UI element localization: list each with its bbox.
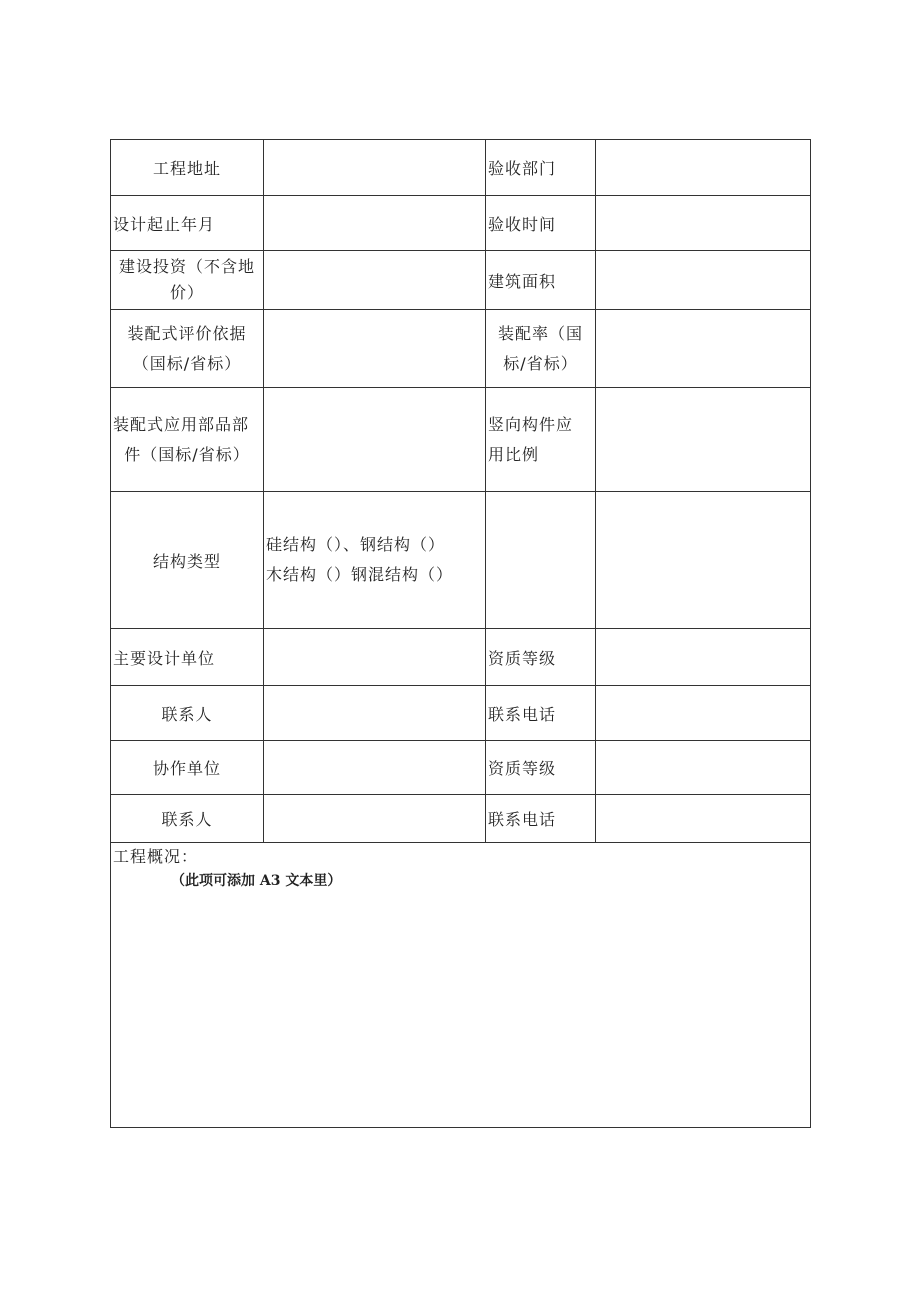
overview-note: （此项可添加 A3 文本里） xyxy=(171,873,342,889)
label-evaluation-basis xyxy=(111,310,264,388)
row-components xyxy=(111,388,811,492)
project-overview-field[interactable] xyxy=(111,843,811,1128)
overview-title: 工程概况： xyxy=(113,847,199,866)
field-vertical-ratio[interactable] xyxy=(596,388,811,492)
field-acceptance-dept[interactable] xyxy=(596,140,811,196)
label-assembly-rate-line1: 装配率（国 xyxy=(497,323,583,343)
structure-type-options[interactable] xyxy=(264,492,486,629)
row-design-unit xyxy=(111,629,811,686)
field-structure-extra-value[interactable] xyxy=(596,492,811,629)
row-design-period xyxy=(111,196,811,251)
field-building-area[interactable] xyxy=(596,251,811,310)
project-info-form xyxy=(110,139,811,1128)
label-phone-1: 联系电话 xyxy=(486,686,596,741)
label-contact-2: 联系人 xyxy=(111,795,264,843)
label-evaluation-basis-line1: 装配式评价依据 xyxy=(127,323,247,343)
label-qualification-1: 资质等级 xyxy=(486,629,596,686)
field-evaluation-basis[interactable] xyxy=(264,310,486,388)
field-components[interactable] xyxy=(264,388,486,492)
label-project-address: 工程地址 xyxy=(111,140,264,196)
label-assembly-rate xyxy=(486,310,596,388)
label-investment xyxy=(111,251,264,310)
row-project-address xyxy=(111,140,811,196)
label-acceptance-time: 验收时间 xyxy=(486,196,596,251)
row-evaluation-basis xyxy=(111,310,811,388)
label-qualification-2: 资质等级 xyxy=(486,741,596,795)
field-structure-extra[interactable] xyxy=(486,492,596,629)
field-qualification-2[interactable] xyxy=(596,741,811,795)
label-components-line1: 装配式应用部品部 xyxy=(113,414,250,434)
field-contact-1[interactable] xyxy=(264,686,486,741)
field-acceptance-time[interactable] xyxy=(596,196,811,251)
structure-options-line1: 硅结构（）、钢结构（） xyxy=(266,535,446,554)
label-vertical-ratio-line2: 用比例 xyxy=(488,444,540,464)
field-qualification-1[interactable] xyxy=(596,629,811,686)
field-contact-2[interactable] xyxy=(264,795,486,843)
label-structure-type: 结构类型 xyxy=(111,492,264,629)
row-contact-1 xyxy=(111,686,811,741)
row-contact-2 xyxy=(111,795,811,843)
label-design-unit: 主要设计单位 xyxy=(111,629,264,686)
field-investment[interactable] xyxy=(264,251,486,310)
field-phone-1[interactable] xyxy=(596,686,811,741)
label-cooperating-unit: 协作单位 xyxy=(111,741,264,795)
label-components xyxy=(111,388,264,492)
label-acceptance-dept: 验收部门 xyxy=(486,140,596,196)
field-project-address[interactable] xyxy=(264,140,486,196)
label-investment-line2: 价） xyxy=(169,283,204,302)
row-structure-type xyxy=(111,492,811,629)
label-evaluation-basis-line2: （国标/省标） xyxy=(132,353,242,373)
label-design-period: 设计起止年月 xyxy=(111,196,264,251)
row-cooperating-unit xyxy=(111,741,811,795)
label-investment-line1: 建设投资（不含地 xyxy=(118,257,255,276)
label-assembly-rate-line2: 标/省标） xyxy=(503,353,578,373)
row-investment xyxy=(111,251,811,310)
label-components-line2: 件（国标/省标） xyxy=(124,444,250,464)
field-phone-2[interactable] xyxy=(596,795,811,843)
label-phone-2: 联系电话 xyxy=(486,795,596,843)
structure-options-line2: 木结构（）钢混结构（） xyxy=(266,565,454,584)
row-project-overview xyxy=(111,843,811,1128)
field-design-unit[interactable] xyxy=(264,629,486,686)
label-building-area: 建筑面积 xyxy=(486,251,596,310)
label-vertical-ratio xyxy=(486,388,596,492)
field-design-period[interactable] xyxy=(264,196,486,251)
label-vertical-ratio-line1: 竖向构件应 xyxy=(488,414,574,434)
label-contact-1: 联系人 xyxy=(111,686,264,741)
field-assembly-rate[interactable] xyxy=(596,310,811,388)
field-cooperating-unit[interactable] xyxy=(264,741,486,795)
